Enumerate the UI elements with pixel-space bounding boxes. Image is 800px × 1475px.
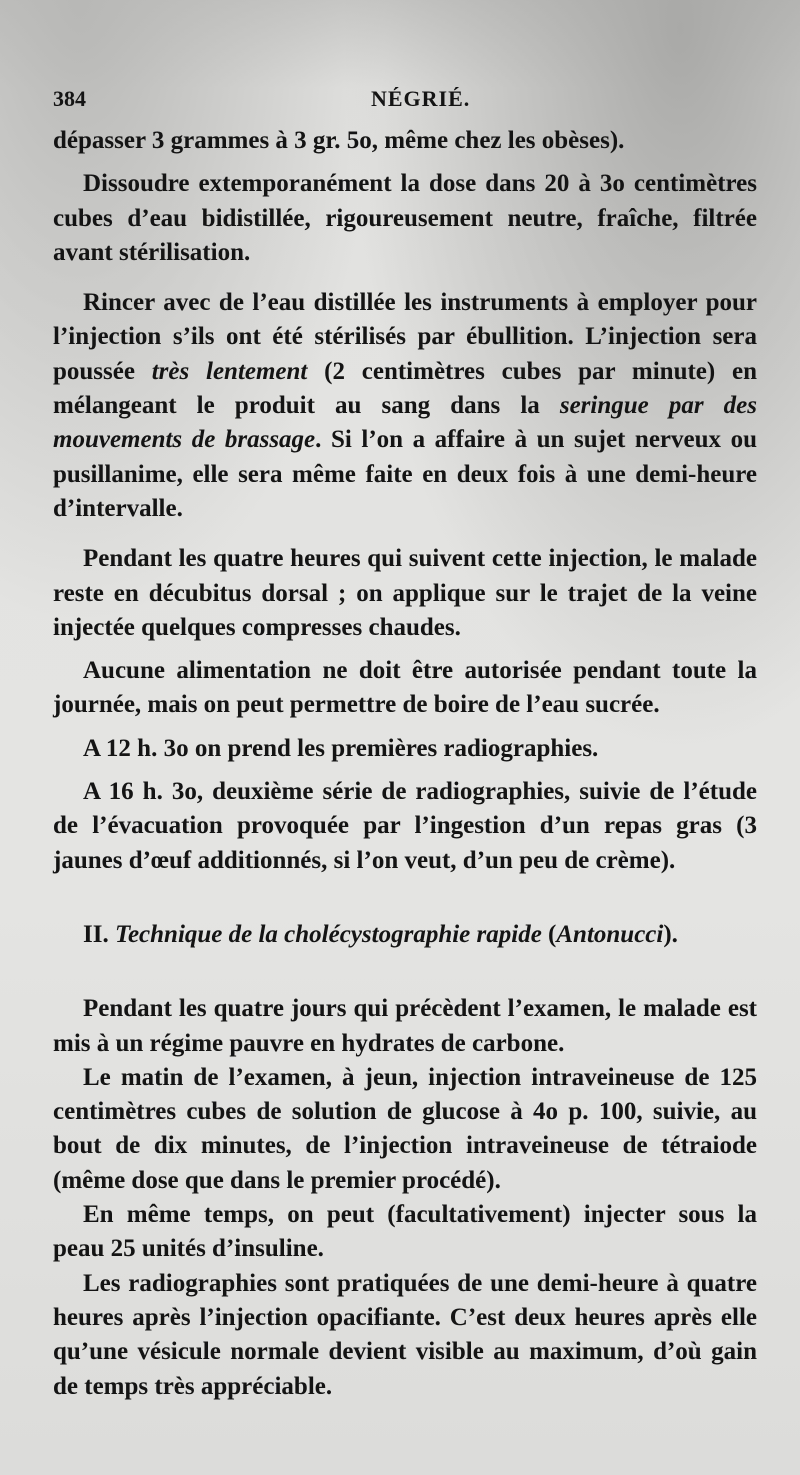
section-title: Technique de la cholécystographie rapide bbox=[114, 920, 542, 948]
paragraph-9: Le matin de l’examen, à jeun, injection intraveineuse de 125 centimètres cubes de solution de glucose à 4o p. 100, suivie, au bout de dix minutes, de l’injection intraveineuse de tétraiode (même dose que dans le premier procédé). bbox=[53, 1063, 757, 1194]
paragraph-8: Pendant les quatre jours qui précèdent l’examen, le malade est mis à un régime pauvre en hydrates de carbone. bbox=[53, 995, 757, 1057]
paragraph-1: dépasser 3 grammes à 3 gr. 5o, même chez les obèses). bbox=[53, 127, 625, 154]
paragraph-3-text-c: . Si l’on a affaire à un sujet nerveux ou pusillanime, elle sera même faite en deux fois à une demi-heure d’intervalle. bbox=[53, 426, 757, 522]
paragraph-7: A 16 h. 3o, deuxième série de radiographies, suivie de l’étude de l’évacuation provoquée par l’ingestion d’un repas gras (3 jaunes d’œuf additionnés, si l’on veut, d’un peu de crème). bbox=[53, 778, 757, 874]
running-head: NÉGRIÉ. bbox=[371, 86, 471, 111]
paragraph-3-text-b: (2 centimètres cubes par minute) en mélangeant le produit au sang dans la bbox=[53, 357, 757, 420]
paragraph-4: Pendant les quatre heures qui suivent cette injection, le malade reste en décubitus dorsal ; on applique sur le trajet de la veine injectée quelques compresses chaudes. bbox=[53, 545, 757, 641]
section-heading bbox=[53, 918, 757, 952]
paragraph-3-text-a: Rincer avec de l’eau distillée les instruments à employer pour l’injection s’ils ont été stérilisés par ébullition. L’injection sera poussée bbox=[53, 289, 757, 385]
section-open-paren: ( bbox=[541, 920, 557, 948]
page-body bbox=[53, 124, 757, 1404]
paragraph-6: A 12 h. 3o on prend les premières radiographies. bbox=[83, 734, 599, 762]
section-author: Antonucci bbox=[556, 920, 664, 948]
page-number: 384 bbox=[53, 86, 86, 111]
paragraph-5: Aucune alimentation ne doit être autorisée pendant toute la journée, mais on peut permettre de boire de l’eau sucrée. bbox=[53, 657, 757, 719]
page-header bbox=[53, 78, 752, 112]
section-close-paren: ). bbox=[663, 920, 678, 948]
paragraph-3-emphasis-2: seringue par des mouvements de brassage bbox=[53, 392, 757, 454]
section-number: II. bbox=[83, 920, 109, 948]
paragraph-3-emphasis-1: très lentement bbox=[151, 357, 308, 385]
paragraph-2: Dissoudre extemporanément la dose dans 20 à 3o centimètres cubes d’eau bidistillée, rigoureusement neutre, fraîche, filtrée avant stérilisation. bbox=[53, 170, 757, 266]
paragraph-11: Les radiographies sont pratiquées de une demi-heure à quatre heures après l’injection opacifiante. C’est deux heures après elle qu’une vésicule normale devient visible au maximum, d’où gain de temps très appréciable. bbox=[53, 1269, 757, 1400]
paragraph-10: En même temps, on peut (facultativement) injecter sous la peau 25 unités d’insuline. bbox=[53, 1201, 757, 1263]
paragraph-3 bbox=[53, 286, 757, 526]
